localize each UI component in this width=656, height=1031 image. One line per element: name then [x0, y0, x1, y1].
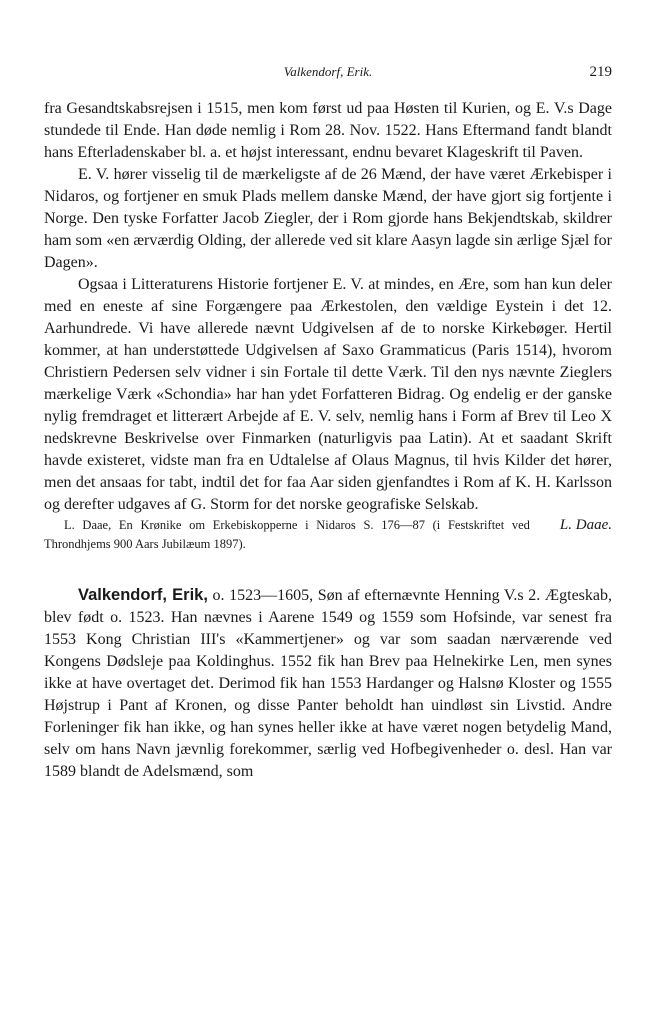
entry-text: o. 1523—1605, Søn af efternævnte Henning V.s 2. Ægteskab, blev født o. 1523. Han nævnes i Aarene 1549 og 1559 som Hofsinde, var senest fra 1553 Kong Christian III's «Kammertjener» og var som saadan nærværende ved Kongens Dødsleje paa Koldinghus. 1552 fik han Brev paa Helnekirke Len, men synes ikke at have overtaget det. Derimod fik han 1553 Hardanger og Halsnø Kloster og 1555 Højstrup i Pant af Kronen, og disse Panter beholdt han uindløst sin Livstid. Andre Forleninger fik han ikke, og han synes heller ikke at have været nogen betydelig Mand, selv om hans Navn jævnlig forekommer, særlig ved Hofbegivenheder o. desl. Han var 1589 blandt de Adelsmænd, som: [44, 587, 612, 780]
paragraph-2: E. V. hører visselig til de mærkeligste af de 26 Mænd, der have været Ærkebisper i Nidaros, og fortjener en smuk Plads mellem danske Mænd, der have gjort sig fortjente i Norge. Den tyske Forfatter Jacob Ziegler, der i Rom gjorde hans Bekjendtskab, skildrer ham som «en ærværdig Olding, der allerede ved sit klare Aasyn lagde sin ærlige Sjæl for Dagen».: [44, 166, 612, 271]
reference-text: L. Daae, En Krønike om Erkebiskopperne i Nidaros S. 176—87 (i Festskriftet ved Throndhjems 900 Aars Jubilæum 1897).: [44, 518, 530, 551]
entry-paragraph: [44, 584, 612, 783]
paragraph-1: fra Gesandtskabsrejsen i 1515, men kom først ud paa Høsten til Kurien, og E. V.s Dage stundede til Ende. Han døde nemlig i Rom 28. Nov. 1522. Hans Eftermand fandt blandt hans Efterladenskaber bl. a. et højst interessant, endnu bevaret Klageskrift til Paven.: [44, 100, 612, 161]
biography-entry: [44, 584, 612, 783]
entry-headword: Valkendorf, Erik,: [78, 586, 208, 604]
author-signature: L. Daae.: [559, 517, 612, 533]
body-text: [44, 98, 612, 783]
reference-note: [44, 516, 612, 554]
running-title: Valkendorf, Erik.: [283, 64, 373, 79]
page-header: [44, 64, 612, 86]
page-number: 219: [589, 64, 612, 80]
paragraph-3: Ogsaa i Litteraturens Historie fortjener E. V. at mindes, en Ære, som han kun deler med en eneste af sine Forgængere paa Ærkestolen, den vældige Eystein i det 12. Aarhundrede. Vi have allerede nævnt Udgivelsen af de to norske Kirkebøger. Hertil kommer, at han understøttede Udgivelsen af Saxo Grammaticus (Paris 1514), hvorom Christiern Pedersen selv vidner i sin Fortale til dette Værk. Til den nys nævnte Zieglers mærkelige Værk «Schondia» har han ydet Forfatteren Bidrag. Og endelig er der ganske nylig fremdraget et litterært Arbejde af E. V. selv, nemlig hans i Form af Brev til Leo X nedskrevne Beskrivelse over Finmarken (naturligvis paa Latin). At et saadant Skrift havde existeret, vidste man fra en Udtalelse af Olaus Magnus, til hvis Kilder det hører, men det ansaas for tabt, indtil det for faa Aar siden gjenfandtes i Rom af K. H. Karlsson og derefter udgaves af G. Storm for det norske geografiske Selskab.: [44, 276, 612, 513]
